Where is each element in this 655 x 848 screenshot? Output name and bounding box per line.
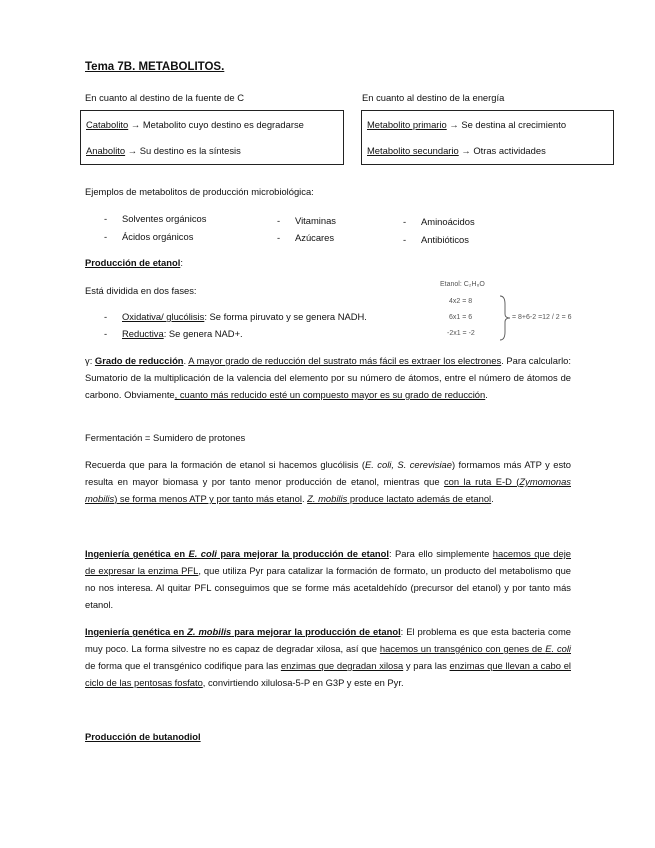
phase-reductive: Reductiva: Se genera NAD+. [122,328,243,339]
primary-metabolite-row [367,119,566,130]
bullet-dash: - [403,216,407,227]
secondary-metabolite-definition: Otras actividades [473,145,546,156]
phase-oxidative: Oxidativa/ glucólisis: Se forma piruvato y se genera NADH. [122,311,367,322]
calc-result: = 8+6-2 =12 / 2 = 6 [512,314,572,321]
brace-icon [498,294,512,342]
glycolysis-paragraph: Recuerda que para la formación de etanol si hacemos glucólisis (E. coli, S. cerevisiae) formamos más ATP y esto resulta en mayor biomasa y por tanto menor producción de etanol, mientras que con la ruta E-D (Zymomonas mobilis) se forma menos ATP y por tanto más etanol. Z. mobilis produce lactato además de etanol. [85,459,572,504]
calc-line: 4x2 = 8 [449,298,473,305]
catabolito-definition: Metabolito cuyo destino es degradarse [142,119,304,130]
ethanol-formula: Etanol: C₂H₆O [440,281,485,288]
bullet-dash: - [403,234,407,245]
anabolito-definition: Su destino es la síntesis [139,145,241,156]
zmobilis-engineering-paragraph: Ingeniería genética en Z. mobilis para mejorar la producción de etanol: El problema es que esta bacteria come muy poco. La forma silvestre no es capaz de degradar xilosa, así que hacemos un transgénico con genes de E. coli de forma que el transgénico codifique para las enzimas que degradan xilosa y para las enzimas que llevan a cabo el ciclo de las pentosas fosfato, convirtiendo xilulosa-5-P en G3P y este en Pyr. [85,626,572,688]
example-item: Vitaminas [295,215,336,226]
bullet-dash: - [104,231,108,242]
arrow-icon: → [449,119,459,130]
primary-metabolite-definition: Se destina al crecimiento [461,119,567,130]
calc-line: -2x1 = -2 [447,330,475,337]
page-title: Tema 7B. METABOLITOS. [85,61,225,73]
energy-destination-box [361,110,614,165]
arrow-icon: → [127,145,138,156]
example-item: Antibióticos [421,234,469,245]
examples-intro: Ejemplos de metabolitos de producción microbiológica: [85,186,314,197]
calc-line: 6x1 = 6 [449,314,473,321]
example-item: Ácidos orgánicos [122,231,194,242]
zmobilis-engineering-heading: Ingeniería genética en Z. mobilis para mejorar la producción de etanol [85,626,401,637]
catabolito-row [86,119,304,130]
example-item: Azúcares [295,232,335,243]
catabolito-term: Catabolito [86,119,129,130]
ecoli-engineering-paragraph: Ingeniería genética en E. coli para mejorar la producción de etanol: Para ello simplemente hacemos que deje de expresar la enzima PFL, que utiliza Pyr para catalizar la formación de formato, un producto del metabolismo que no nos interesa. Al quitar PFL conseguimos que se forme más acetaldehído (precursor del etanol) y por tanto más etanol. [85,548,571,610]
anabolito-row [86,145,241,156]
example-item: Aminoácidos [421,216,475,227]
fermentation-note: Fermentación = Sumidero de protones [85,432,246,443]
carbon-destination-box [80,110,344,165]
secondary-metabolite-row [367,145,546,156]
anabolito-term: Anabolito [86,145,126,156]
primary-metabolite-term: Metabolito primario [367,119,447,130]
carbon-destination-heading: En cuanto al destino de la fuente de C [85,92,244,103]
arrow-icon: → [461,145,471,156]
secondary-metabolite-term: Metabolito secundario [367,145,459,156]
ethanol-heading: Producción de etanol: [85,257,183,268]
bullet-dash: - [104,311,108,322]
ecoli-engineering-heading: Ingeniería genética en E. coli para mejorar la producción de etanol [85,548,389,559]
example-item: Solventes orgánicos [122,213,207,224]
bullet-dash: - [104,328,108,339]
butanediol-heading: Producción de butanodiol [85,731,201,742]
phases-intro: Está dividida en dos fases: [85,285,197,296]
energy-destination-heading: En cuanto al destino de la energía [362,92,505,103]
reduction-degree-term: Grado de reducción [94,355,184,366]
bullet-dash: - [277,232,281,243]
reduction-degree-paragraph: γ: Grado de reducción. A mayor grado de reducción del sustrato más fácil es extraer los electrones. Para calcularlo: Sumatorio de la multiplicación de la valencia del elemento por su número de átomos, entre el número de átomos de carbono. Obviamente, cuanto más reducido esté un compuesto mayor es su grado de reducción. [85,355,572,400]
bullet-dash: - [104,213,108,224]
arrow-icon: → [130,119,141,130]
bullet-dash: - [277,215,281,226]
